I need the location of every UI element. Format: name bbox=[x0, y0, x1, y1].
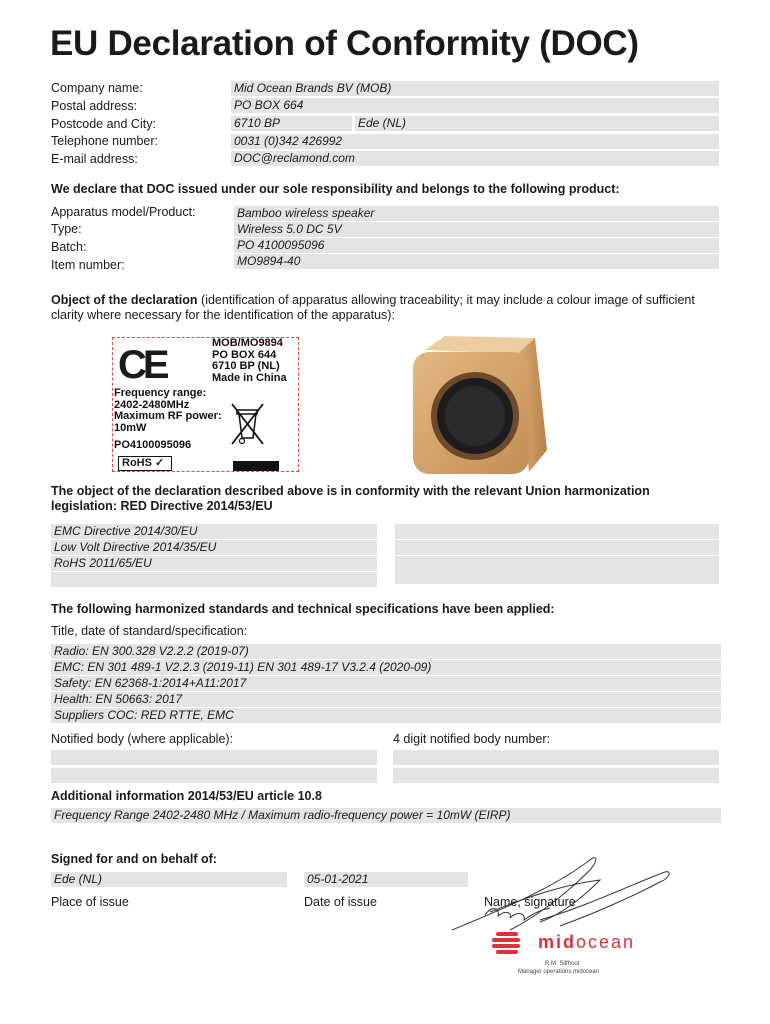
notified-body-label: Notified body (where applicable): bbox=[51, 732, 234, 746]
postcode-field[interactable]: 6710 BP bbox=[231, 116, 352, 131]
directive-extra-field[interactable] bbox=[395, 524, 719, 539]
directive-field[interactable]: RoHS 2011/65/EU bbox=[51, 556, 377, 571]
rohs-text: RoHS bbox=[122, 457, 152, 469]
date-label: Date of issue bbox=[304, 895, 377, 909]
rohs-check-icon: ✓ bbox=[155, 457, 165, 469]
notified-number-field[interactable] bbox=[393, 750, 719, 765]
label-spec-line: Maximum RF power: bbox=[114, 410, 222, 422]
signed-heading: Signed for and on behalf of: bbox=[51, 852, 217, 866]
ce-mark: CE bbox=[118, 343, 166, 387]
email-label: E-mail address: bbox=[51, 152, 138, 166]
item-number-field[interactable]: MO9894-40 bbox=[234, 254, 719, 269]
batch-label: Batch: bbox=[51, 240, 87, 254]
notified-body-field[interactable] bbox=[51, 750, 377, 765]
weee-bin-icon bbox=[228, 398, 268, 448]
standards-sublabel: Title, date of standard/specification: bbox=[51, 624, 248, 638]
directive-field[interactable] bbox=[51, 572, 377, 587]
signer-title: Manager operations midocean bbox=[518, 969, 600, 975]
standards-heading: The following harmonized standards and technical specifications have been applied: bbox=[51, 602, 555, 616]
postal-address-field[interactable]: PO BOX 664 bbox=[231, 98, 719, 113]
postal-address-label: Postal address: bbox=[51, 99, 138, 113]
standard-field[interactable]: Safety: EN 62368-1:2014+A11:2017 bbox=[51, 676, 721, 691]
brand-mid: mid bbox=[538, 932, 577, 952]
label-specs bbox=[114, 388, 222, 434]
directive-extra-field[interactable] bbox=[395, 569, 719, 584]
rohs-mark bbox=[118, 456, 172, 471]
type-label: Type: bbox=[51, 222, 82, 236]
notified-body-field[interactable] bbox=[51, 768, 377, 783]
signer-name: R.M. Silfhout bbox=[545, 961, 580, 967]
directive-field[interactable]: EMC Directive 2014/30/EU bbox=[51, 524, 377, 539]
label-po-number: PO4100095096 bbox=[114, 439, 192, 451]
object-heading-bold: Object of the declaration bbox=[51, 293, 198, 307]
name-signature-label: Name, signature bbox=[484, 895, 576, 909]
conformity-heading-line2: legislation: RED Directive 2014/53/EU bbox=[51, 499, 273, 513]
brand-ocean: ocean bbox=[576, 932, 636, 952]
declare-heading: We declare that DOC issued under our sole responsibility and belongs to the following product: bbox=[51, 182, 620, 196]
standard-field[interactable]: Health: EN 50663: 2017 bbox=[51, 692, 721, 707]
telephone-field[interactable]: 0031 (0)342 426992 bbox=[231, 134, 719, 149]
standard-field[interactable]: Suppliers COC: RED RTTE, EMC bbox=[51, 708, 721, 723]
telephone-label: Telephone number: bbox=[51, 134, 159, 148]
label-address-line: 6710 BP (NL) bbox=[212, 360, 280, 372]
item-number-label: Item number: bbox=[51, 258, 125, 272]
standard-field[interactable]: Radio: EN 300.328 V2.2.2 (2019-07) bbox=[51, 644, 721, 659]
place-field[interactable]: Ede (NL) bbox=[51, 872, 287, 887]
midocean-wordmark bbox=[538, 932, 635, 953]
speaker-photo bbox=[405, 330, 555, 480]
label-spec-line: 2402-2480MHz bbox=[114, 398, 190, 411]
place-label: Place of issue bbox=[51, 895, 129, 909]
city-field[interactable]: Ede (NL) bbox=[355, 116, 719, 131]
date-field[interactable]: 05-01-2021 bbox=[304, 872, 468, 887]
company-name-field[interactable]: Mid Ocean Brands BV (MOB) bbox=[231, 81, 719, 96]
label-address bbox=[212, 338, 287, 384]
page-title: EU Declaration of Conformity (DOC) bbox=[50, 24, 639, 63]
object-paragraph bbox=[51, 293, 726, 323]
directive-extra-field[interactable] bbox=[395, 540, 719, 555]
label-barcode-strip bbox=[233, 461, 279, 471]
label-address-line: Made in China bbox=[212, 371, 287, 384]
additional-heading: Additional information 2014/53/EU article 10.8 bbox=[51, 789, 322, 803]
apparatus-label: Apparatus model/Product: bbox=[51, 205, 196, 219]
object-heading-rest: (identification of apparatus allowing traceability; it may include a colour image of sufficient clarity where necessary for the identification of the apparatus): bbox=[51, 293, 695, 322]
label-address-line: MOB/MO9894 bbox=[212, 337, 283, 349]
batch-field[interactable]: PO 4100095096 bbox=[234, 238, 719, 253]
notified-number-label: 4 digit notified body number: bbox=[393, 732, 551, 746]
email-field[interactable]: DOC@reclamond.com bbox=[231, 151, 719, 166]
midocean-logo-icon bbox=[492, 930, 532, 956]
notified-number-field[interactable] bbox=[393, 768, 719, 783]
conformity-heading-line1: The object of the declaration described above is in conformity with the relevant Union harmonization bbox=[51, 484, 650, 498]
company-name-label: Company name: bbox=[51, 81, 143, 95]
label-spec-line: 10mW bbox=[114, 421, 147, 434]
label-spec-line: Frequency range: bbox=[114, 387, 207, 399]
directive-field[interactable]: Low Volt Directive 2014/35/EU bbox=[51, 540, 377, 555]
postcode-city-label: Postcode and City: bbox=[51, 117, 156, 131]
handwritten-signature bbox=[440, 850, 680, 945]
label-address-line: PO BOX 644 bbox=[212, 348, 277, 361]
additional-field[interactable]: Frequency Range 2402-2480 MHz / Maximum radio-frequency power = 10mW (EIRP) bbox=[51, 808, 721, 823]
apparatus-field[interactable]: Bamboo wireless speaker bbox=[234, 206, 719, 221]
type-field[interactable]: Wireless 5.0 DC 5V bbox=[234, 222, 719, 237]
standard-field[interactable]: EMC: EN 301 489-1 V2.2.3 (2019-11) EN 301 489-17 V3.2.4 (2020-09) bbox=[51, 660, 721, 675]
